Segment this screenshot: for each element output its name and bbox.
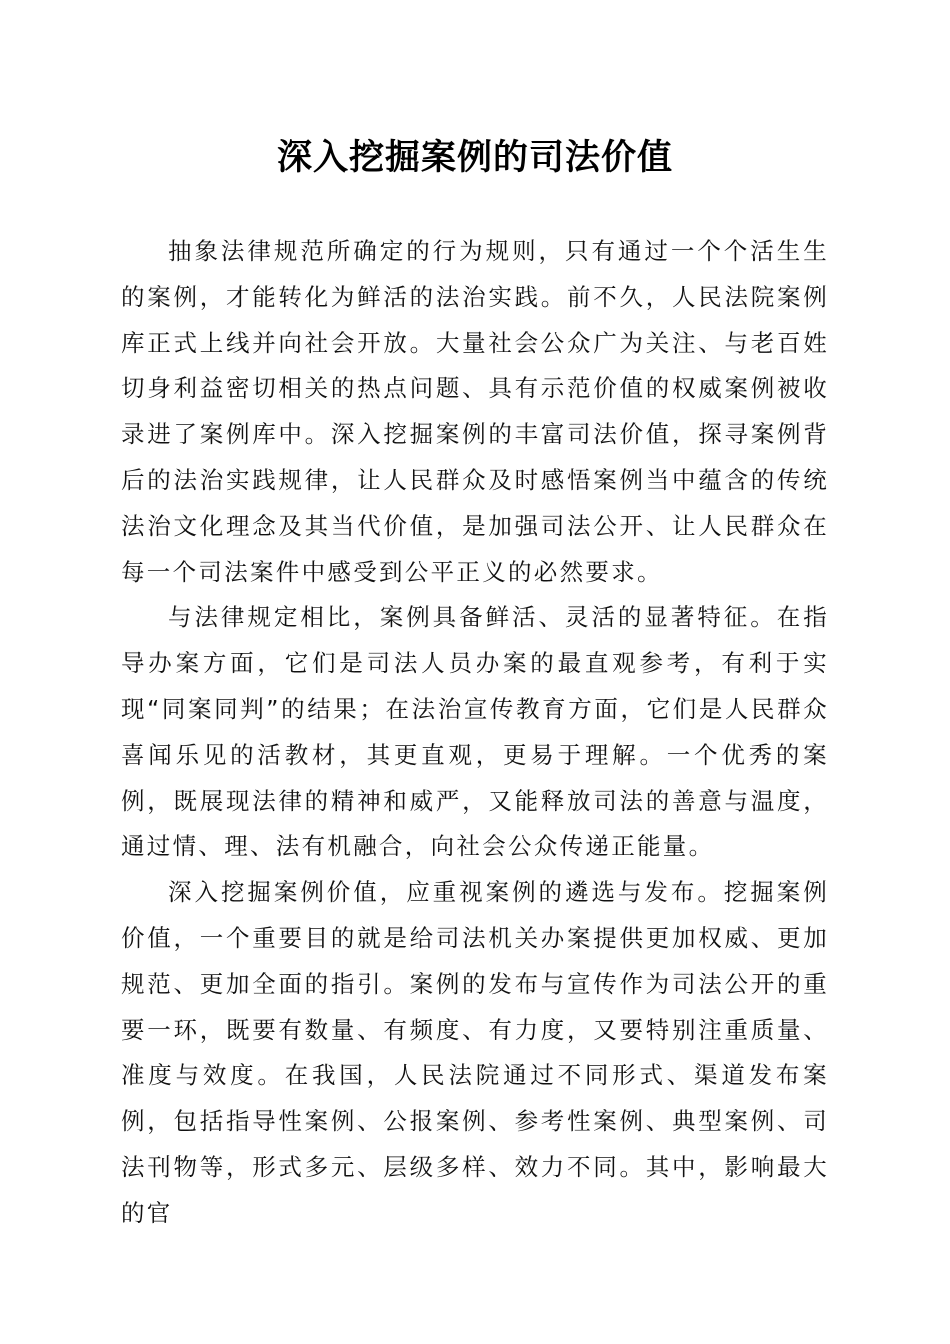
paragraph-3: 深入挖掘案例价值，应重视案例的遴选与发布。挖掘案例价值，一个重要目的就是给司法机关办案提供更加权威、更加规范、更加全面的指引。案例的发布与宣传作为司法公开的重要一环，既要有数量、有频度、有力度，又要特别注重质量、准度与效度。在我国，人民法院通过不同形式、渠道发布案例，包括指导性案例、公报案例、参考性案例、典型案例、司法刊物等，形式多元、层级多样、效力不同。其中，影响最大的官 [121,878,829,1227]
document-title: 深入挖掘案例的司法价值 [276,137,673,178]
document-body [121,229,829,1237]
paragraph-1: 抽象法律规范所确定的行为规则，只有通过一个个活生生的案例，才能转化为鲜活的法治实践。前不久，人民法院案例库正式上线并向社会开放。大量社会公众广为关注、与老百姓切身利益密切相关的热点问题、具有示范价值的权威案例被收录进了案例库中。深入挖掘案例的丰富司法价值，探寻案例背后的法治实践规律，让人民群众及时感悟案例当中蕴含的传统法治文化理念及其当代价值，是加强司法公开、让人民群众在每一个司法案件中感受到公平正义的必然要求。 [121,237,829,586]
paragraph-2: 与法律规定相比，案例具备鲜活、灵活的显著特征。在指导办案方面，它们是司法人员办案的最直观参考，有利于实现“同案同判”的结果；在法治宣传教育方面，它们是人民群众喜闻乐见的活教材，其更直观，更易于理解。一个优秀的案例，既展现法律的精神和威严，又能释放司法的善意与温度，通过情、理、法有机融合，向社会公众传递正能量。 [121,603,829,861]
